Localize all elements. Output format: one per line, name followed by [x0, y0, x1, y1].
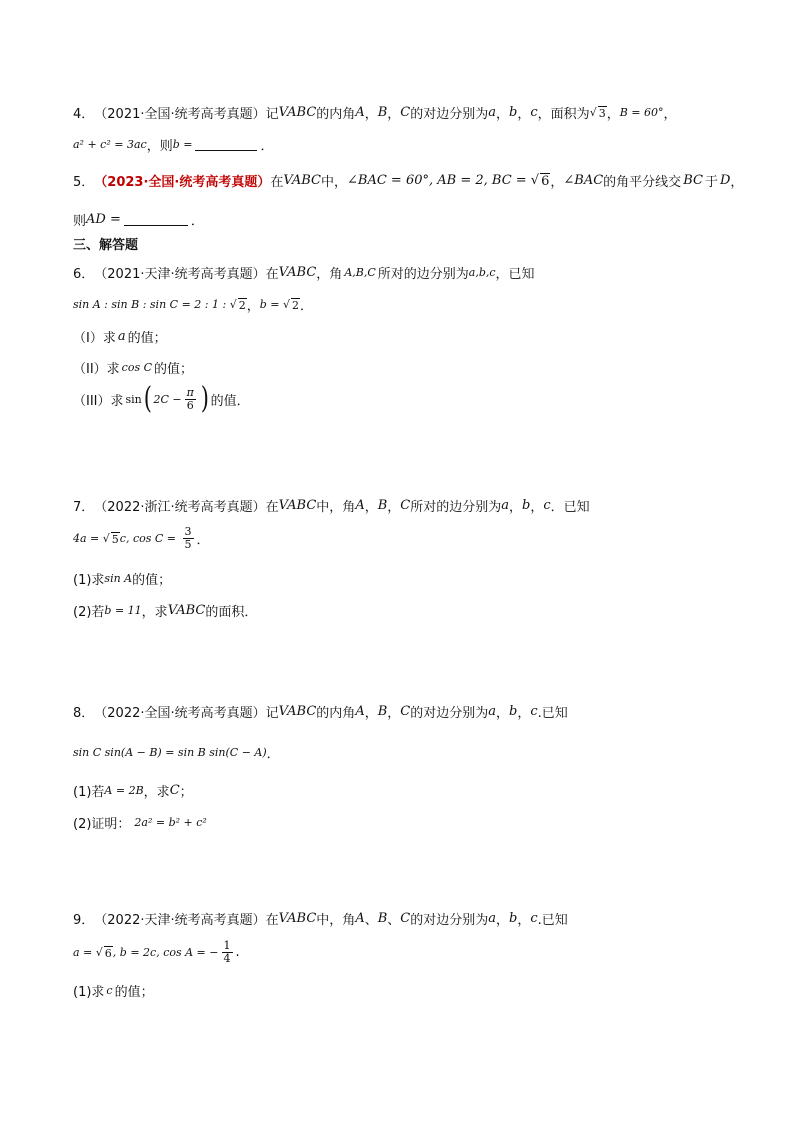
- fraction-denominator: 4: [223, 952, 231, 965]
- math-var: D: [719, 173, 731, 188]
- question-label: (2)证明：: [73, 817, 131, 832]
- text: ，: [509, 500, 523, 515]
- problem-9-line-2: [73, 940, 240, 965]
- sqrt-radicand: 2: [238, 298, 246, 312]
- text: ，: [730, 175, 744, 190]
- text: 在: [270, 175, 284, 190]
- math-var: B: [377, 911, 388, 926]
- math-expr: a,b,c: [468, 266, 496, 279]
- text: ，面积为: [537, 107, 590, 122]
- math-var: b: [522, 498, 531, 513]
- problem-9-q1: [73, 981, 154, 1000]
- math-expr: AD =: [86, 212, 121, 227]
- question-label: (1)求: [73, 985, 105, 1000]
- text: ，: [606, 107, 620, 122]
- math-var: C: [169, 783, 180, 798]
- problem-7-q2: [73, 601, 257, 620]
- math-var: B: [377, 704, 388, 719]
- sqrt-symbol: √: [229, 298, 237, 311]
- math-triangle: VABC: [283, 173, 321, 188]
- problem-7-line-2: [73, 526, 210, 551]
- problem-8-q1: [73, 781, 193, 800]
- text: 在: [265, 267, 279, 282]
- text: 的对边分别为: [410, 107, 489, 122]
- math-expr: a² + c² = 3ac: [73, 138, 147, 151]
- math-var: b: [509, 911, 518, 926]
- text: ．: [266, 747, 280, 762]
- sqrt-symbol: √: [530, 173, 540, 188]
- text: ．: [190, 214, 204, 229]
- problem-4-line-1: [73, 103, 677, 122]
- math-triangle: VABC: [278, 498, 317, 513]
- problem-5-line-1: [73, 171, 743, 190]
- text: 的对边分别为: [410, 913, 489, 928]
- question-label: （III）求: [73, 393, 124, 409]
- fraction-numerator: π: [186, 385, 194, 399]
- text: 中，: [321, 175, 348, 190]
- text: ；: [179, 785, 193, 800]
- text: ，角: [316, 267, 343, 282]
- problem-8-q2: [73, 813, 207, 832]
- math-expr: 2a² = b² + c²: [134, 816, 207, 829]
- math-var: C: [400, 498, 411, 513]
- text: 记: [265, 107, 279, 122]
- problem-8-line-1: [73, 702, 568, 721]
- math-expr: sin A: [104, 572, 133, 585]
- sqrt-symbol: √: [589, 106, 597, 119]
- text: ，求: [143, 785, 170, 800]
- text: ，: [387, 706, 401, 721]
- math-var: C: [400, 704, 411, 719]
- text: 在: [265, 913, 279, 928]
- math-expr: B = 60°: [619, 106, 664, 119]
- text: 的值；: [114, 985, 154, 1000]
- text: ．: [260, 139, 274, 154]
- fraction-numerator: 1: [223, 939, 231, 952]
- text: ．: [196, 533, 210, 548]
- math-triangle: VABC: [278, 105, 317, 120]
- text: ，: [387, 500, 401, 515]
- math-var: A: [355, 105, 365, 120]
- text: .: [235, 945, 240, 960]
- text: ，: [517, 913, 531, 928]
- math-expr: b =: [259, 298, 283, 311]
- question-label: (1)求: [73, 573, 105, 588]
- math-var: a: [488, 704, 497, 719]
- question-label: （II）求: [73, 362, 120, 377]
- section-heading: 三、解答题: [73, 238, 139, 253]
- problem-source-highlight: （2023·全国·统考高考真题）: [94, 175, 271, 190]
- math-var: a: [488, 911, 497, 926]
- text: 所对的边分别为: [410, 500, 502, 515]
- text: ，: [246, 299, 260, 314]
- sqrt-radicand: 3: [598, 106, 606, 120]
- text: 的值．: [210, 393, 250, 409]
- math-expr: A,B,C: [344, 266, 376, 279]
- math-var: A: [355, 704, 365, 719]
- right-paren: ): [200, 381, 209, 416]
- math-expr: cos C: [121, 361, 153, 374]
- math-var: B: [377, 105, 388, 120]
- math-triangle: VABC: [167, 603, 206, 618]
- problem-8-line-2: [73, 743, 280, 762]
- math-var: C: [400, 911, 411, 926]
- problem-number: 5．: [73, 175, 95, 190]
- math-var: c: [543, 498, 551, 513]
- text: ．已知: [550, 500, 590, 515]
- problem-number: 7．: [73, 500, 95, 515]
- problem-6-line-1: [73, 263, 535, 282]
- text: .已知: [537, 706, 568, 721]
- problem-4-line-2: [73, 135, 273, 154]
- left-paren: (: [143, 381, 152, 416]
- math-triangle: VABC: [278, 265, 317, 280]
- problem-number: 4．: [73, 107, 95, 122]
- math-var: a: [488, 105, 497, 120]
- math-var: c: [530, 704, 538, 719]
- fraction-denominator: 5: [184, 538, 192, 551]
- question-label: (2)若: [73, 605, 105, 620]
- math-var: a: [501, 498, 510, 513]
- math-expr: ∠BAC = 60°, AB = 2, BC =: [347, 173, 531, 188]
- sqrt-radicand: 6: [104, 946, 112, 960]
- text: 的值；: [127, 331, 167, 346]
- text: ，则: [146, 139, 173, 154]
- problem-9-line-1: [73, 909, 568, 928]
- text: 记: [265, 706, 279, 721]
- sqrt-symbol: √: [102, 532, 110, 545]
- text: ，: [496, 913, 510, 928]
- problem-6-q1: [73, 327, 167, 346]
- math-var: c: [106, 984, 113, 997]
- text: 在: [265, 500, 279, 515]
- problem-7-line-1: [73, 496, 590, 515]
- problem-source: （2021·天津·统考高考真题）: [94, 267, 266, 282]
- math-triangle: VABC: [278, 704, 317, 719]
- answer-blank[interactable]: [124, 213, 188, 226]
- sqrt-radicand: 6: [541, 173, 550, 189]
- text: 、: [387, 913, 401, 928]
- math-var: c: [530, 105, 538, 120]
- math-var: C: [400, 105, 411, 120]
- text: ，: [530, 500, 544, 515]
- math-expr: ∠BAC: [563, 173, 604, 188]
- math-expr: , b = 2c, cos A = −: [112, 946, 219, 959]
- sqrt-symbol: √: [95, 946, 103, 959]
- text: 的角平分线交: [603, 175, 682, 190]
- sqrt-radicand: 2: [292, 298, 299, 312]
- fraction: [222, 940, 233, 965]
- math-expr: a =: [73, 946, 96, 959]
- math-expr: A = 2B: [104, 784, 144, 797]
- text: 的对边分别为: [410, 706, 489, 721]
- text: 则: [73, 214, 87, 229]
- text: 的内角: [316, 706, 356, 721]
- text: ，: [496, 706, 510, 721]
- math-var: a: [117, 329, 126, 344]
- text: 的内角: [316, 107, 356, 122]
- problem-number: 9．: [73, 913, 95, 928]
- text: ，求: [141, 605, 168, 620]
- sqrt-symbol: √: [282, 298, 290, 311]
- fraction-numerator: 3: [184, 525, 192, 538]
- text: ，: [517, 107, 531, 122]
- text: ，: [364, 107, 378, 122]
- question-label: (1)若: [73, 785, 105, 800]
- math-var: b: [509, 704, 518, 719]
- math-var: A: [355, 498, 365, 513]
- question-label: （I）求: [73, 331, 116, 346]
- problem-number: 8．: [73, 706, 95, 721]
- math-var: A: [355, 911, 365, 926]
- fraction: [185, 387, 196, 412]
- problem-number: 6．: [73, 267, 95, 282]
- math-expr: c, cos C =: [119, 532, 180, 545]
- problem-6-q3: [73, 381, 250, 416]
- text: 、: [364, 913, 378, 928]
- sqrt-radicand: 5: [111, 532, 119, 546]
- text: ，: [387, 107, 401, 122]
- problem-7-q1: [73, 569, 171, 588]
- text: 中，角: [316, 913, 356, 928]
- math-var: b: [509, 105, 518, 120]
- problem-5-line-2: [73, 210, 204, 229]
- problem-source: （2021·全国·统考高考真题）: [94, 107, 266, 122]
- problem-source: （2022·浙江·统考高考真题）: [94, 500, 266, 515]
- text: ，: [550, 175, 564, 190]
- fraction: [183, 526, 194, 551]
- text: ，: [364, 706, 378, 721]
- answer-blank[interactable]: [195, 138, 257, 151]
- math-var: c: [530, 911, 538, 926]
- math-expr: 4a =: [73, 532, 103, 545]
- math-triangle: VABC: [278, 911, 317, 926]
- math-var: BC: [683, 173, 703, 188]
- text: ，: [517, 706, 531, 721]
- math-expr: sin A : sin B : sin C = 2 : 1 :: [73, 298, 230, 311]
- math-expr: b =: [172, 138, 193, 151]
- text: 的值；: [132, 573, 172, 588]
- problem-source: （2022·天津·统考高考真题）: [94, 913, 266, 928]
- text: ，: [663, 107, 677, 122]
- text: ，: [364, 500, 378, 515]
- math-expr: 2C −: [153, 392, 182, 406]
- fraction-denominator: 6: [186, 398, 194, 412]
- math-var: B: [377, 498, 388, 513]
- text: 中，角: [316, 500, 356, 515]
- text: ，已知: [495, 267, 535, 282]
- problem-source: （2022·全国·统考高考真题）: [94, 706, 266, 721]
- math-expr: b = 11: [104, 604, 142, 617]
- text: .已知: [537, 913, 568, 928]
- text: 所对的边分别为: [377, 267, 469, 282]
- text: ．: [300, 299, 314, 314]
- problem-6-line-2: [73, 295, 313, 314]
- text: 的面积．: [205, 605, 258, 620]
- text: 于: [704, 175, 718, 190]
- problem-6-q2: [73, 358, 193, 377]
- math-expr: sin C sin(A − B) = sin B sin(C − A): [73, 746, 267, 759]
- text: 的值；: [154, 362, 194, 377]
- math-func: sin: [125, 392, 142, 406]
- text: ，: [496, 107, 510, 122]
